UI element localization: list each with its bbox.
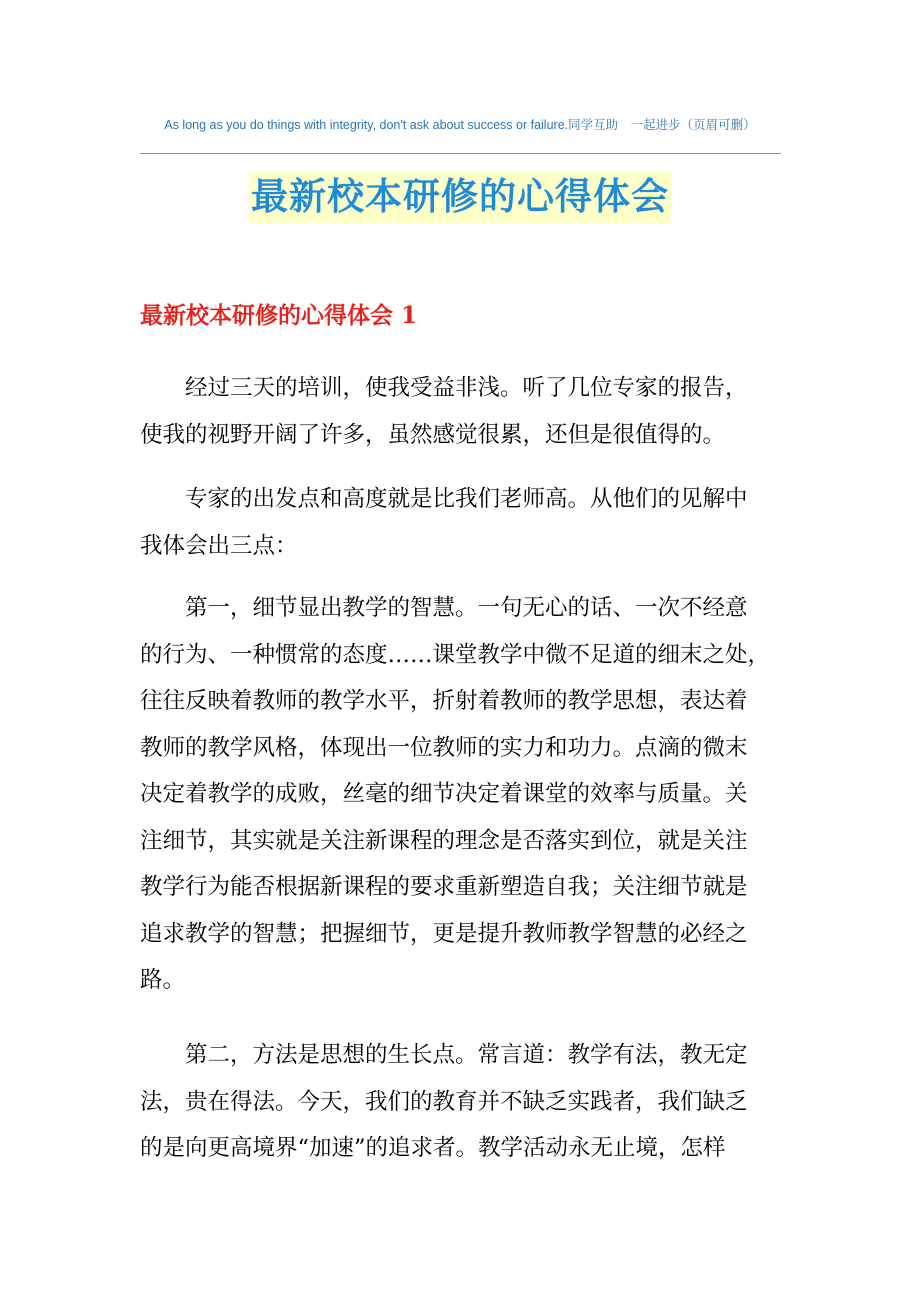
page-header xyxy=(140,115,780,133)
title-container xyxy=(0,171,920,223)
header-motto-en: As long as you do things with integrity, don't ask about success or failure. xyxy=(164,118,569,132)
section-heading: 最新校本研修的心得体会 1 xyxy=(140,302,418,329)
paragraph-4 xyxy=(140,1032,780,1172)
paragraph-line: 路。 xyxy=(140,967,186,993)
paragraph-line: 经过三天的培训，使我受益非浅。听了几位专家的报告， xyxy=(185,375,748,401)
paragraph-line: 往往反映着教师的教学水平，折射着教师的教学思想，表达着 xyxy=(140,688,748,714)
paragraph-line: 的行为、一种惯常的态度……课堂教学中微不足道的细末之处， xyxy=(140,641,771,668)
paragraph-line: 的是向更高境界“加速”的追求者。教学活动永无止境，怎样 xyxy=(140,1135,726,1161)
paragraph-line: 使我的视野开阔了许多，虽然感觉很累，还但是很值得的。 xyxy=(140,421,726,448)
paragraph-line: 法，贵在得法。今天，我们的教育并不缺乏实践者，我们缺乏 xyxy=(140,1088,748,1115)
paragraph-line: 决定着教学的成败，丝毫的细节决定着课堂的效率与质量。关 xyxy=(140,781,748,807)
paragraph-line: 教师的教学风格，体现出一位教师的实力和功力。点滴的微末 xyxy=(140,734,748,761)
paragraph-line: 注细节，其实就是关注新课程的理念是否落实到位，就是关注 xyxy=(140,827,748,854)
paragraph-line: 第二，方法是思想的生长点。常言道：教学有法，教无定 xyxy=(185,1042,748,1068)
paragraph-line: 教学行为能否根据新课程的要求重新塑造自我；关注细节就是 xyxy=(140,874,748,900)
paragraph-2 xyxy=(140,476,780,569)
paragraph-3 xyxy=(140,585,780,1004)
paragraph-line: 追求教学的智慧；把握细节，更是提升教师教学智慧的必经之 xyxy=(140,920,748,947)
document-title: 最新校本研修的心得体会 xyxy=(249,171,671,223)
paragraph-line: 第一，细节显出教学的智慧。一句无心的话、一次不经意 xyxy=(185,595,748,621)
header-divider xyxy=(140,153,781,154)
paragraph-1 xyxy=(140,365,780,458)
paragraph-line: 我体会出三点： xyxy=(140,532,298,559)
header-note-cn: 同学互助 一起进步（页眉可删） xyxy=(568,117,756,132)
paragraph-line: 专家的出发点和高度就是比我们老师高。从他们的见解中 xyxy=(185,486,748,512)
